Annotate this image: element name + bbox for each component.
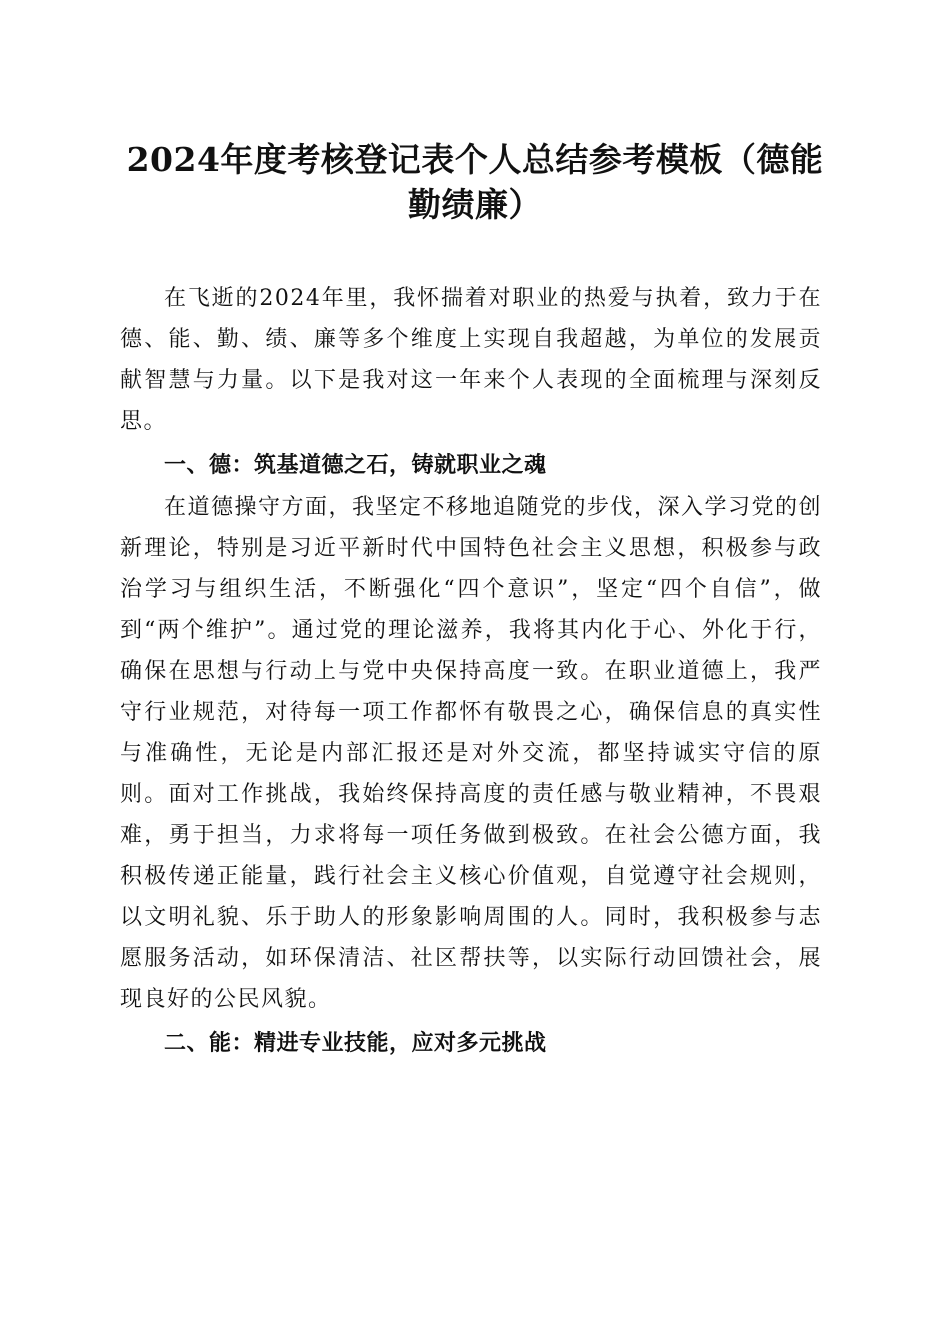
document-title: 2024年度考核登记表个人总结参考模板（德能勤绩廉） [126, 140, 824, 224]
document-body [120, 278, 822, 1065]
section-heading-de: 一、德：筑基道德之石，铸就职业之魂 [164, 453, 547, 478]
intro-paragraph: 在飞逝的2024年里，我怀揣着对职业的热爱与执着，致力于在德、能、勤、绩、廉等多个维度上实现自我超越，为单位的发展贡献智慧与力量。以下是我对这一年来个人表现的全面梳理与深刻反思。 [120, 286, 822, 434]
section-body-de: 在道德操守方面，我坚定不移地追随党的步伐，深入学习党的创新理论，特别是习近平新时代中国特色社会主义思想，积极参与政治学习与组织生活，不断强化“四个意识”，坚定“四个自信”，做到“两个维护”。通过党的理论滋养，我将其内化于心、外化于行，确保在思想与行动上与党中央保持高度一致。在职业道德上，我严守行业规范，对待每一项工作都怀有敬畏之心，确保信息的真实性与准确性，无论是内部汇报还是对外交流，都坚持诚实守信的原则。面对工作挑战，我始终保持高度的责任感与敬业精神，不畏艰难，勇于担当，力求将每一项任务做到极致。在社会公德方面，我积极传递正能量，践行社会主义核心价值观，自觉遵守社会规则，以文明礼貌、乐于助人的形象影响周围的人。同时，我积极参与志愿服务活动，如环保清洁、社区帮扶等，以实际行动回馈社会，展现良好的公民风貌。 [120, 495, 823, 1012]
section-heading-neng: 二、能：精进专业技能，应对多元挑战 [164, 1031, 547, 1056]
